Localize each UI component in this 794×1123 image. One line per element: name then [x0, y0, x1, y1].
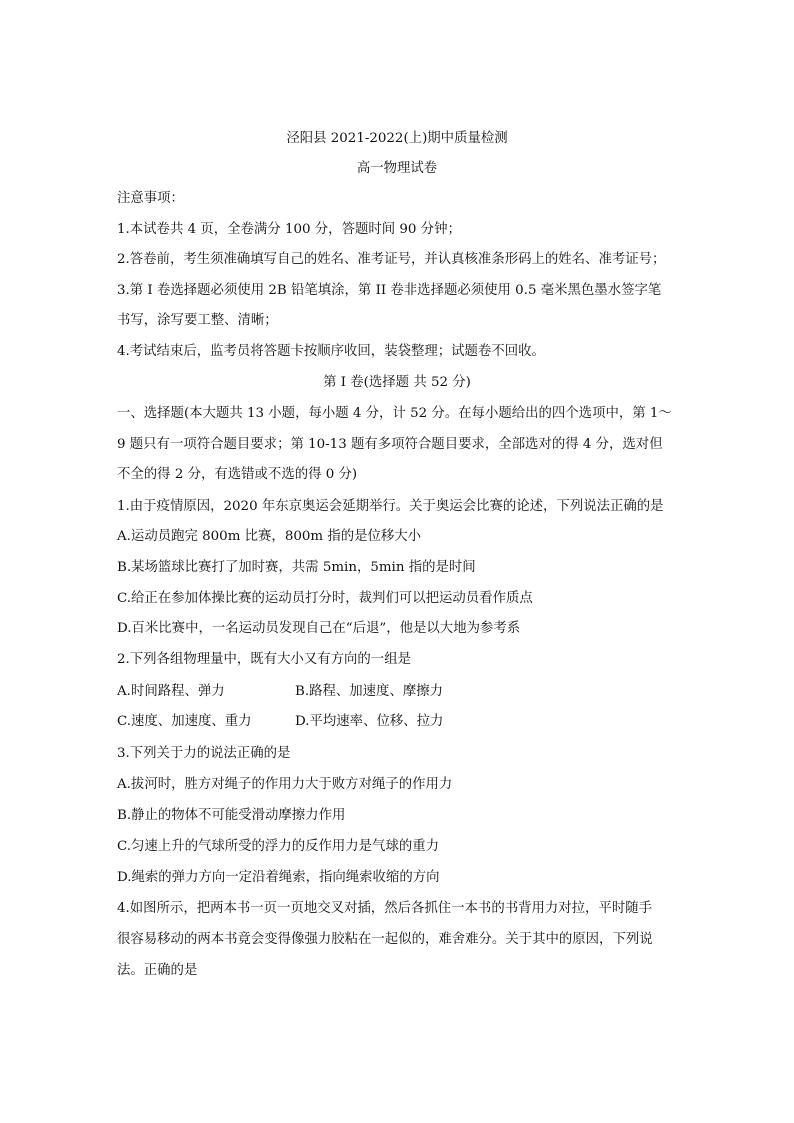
exam-subtitle: 高一物理试卷: [356, 161, 438, 176]
question-3-stem: 3.下列关于力的说法正确的是: [117, 746, 291, 761]
note-item: 2.答卷前，考生须准确填写自己的姓名、准考证号，并认真核准条形码上的姓名、准考证号；: [117, 252, 666, 267]
question-2-options-row-2: [117, 713, 677, 731]
question-3-option-d: D.绳索的弹力方向一定沿着绳索，指向绳索收缩的方向: [117, 870, 440, 885]
question-2-option-c: C.速度、加速度、重力: [117, 714, 252, 729]
question-2-option-d: D.平均速率、位移、拉力: [295, 714, 444, 729]
question-4-stem: 法。正确的是: [117, 963, 198, 978]
question-3-option-b: B.静止的物体不可能受滑动摩擦力作用: [117, 808, 346, 823]
question-1-option-d: D.百米比赛中，一名运动员发现自己在“后退”，他是以大地为参考系: [117, 621, 521, 636]
note-item: 1.本试卷共 4 页，全卷满分 100 分，答题时间 90 分钟；: [117, 222, 461, 237]
section-instructions: 9 题只有一项符合题目要求；第 10-13 题有多项符合题目要求，全部选对的得 4 分，选对但: [117, 437, 663, 452]
question-4-stem: 很容易移动的两本书竟会变得像强力胶粘在一起似的，难舍难分。关于其中的原因，下列说: [117, 932, 653, 947]
note-item: 4.考试结束后，监考员将答题卡按顺序收回，装袋整理；试题卷不回收。: [117, 344, 545, 359]
question-1-option-b: B.某场篮球比赛打了加时赛，共需 5min，5min 指的是时间: [117, 560, 476, 575]
note-item: 3.第 I 卷选择题必须使用 2B 铅笔填涂，第 II 卷非选择题必须使用 0.5 毫米黑色墨水签字笔: [117, 283, 662, 298]
question-3-option-c: C.匀速上升的气球所受的浮力的反作用力是气球的重力: [117, 839, 440, 854]
question-1-option-a: A.运动员跑完 800m 比赛，800m 指的是位移大小: [117, 529, 422, 544]
section-instructions: 一、选择题(本大题共 13 小题，每小题 4 分，计 52 分。在每小题给出的四个选项中，第 1～: [117, 406, 672, 421]
question-2-option-b: B.路程、加速度、摩擦力: [295, 684, 444, 699]
question-2-options-row-1: [117, 683, 677, 701]
question-3-option-a: A.拔河时，胜方对绳子的作用力大于败方对绳子的作用力: [117, 777, 453, 792]
question-2-option-a: A.时间路程、弹力: [117, 684, 225, 699]
section-instructions: 不全的得 2 分，有选错或不选的得 0 分): [117, 467, 358, 482]
exam-title: 泾阳县 2021-2022(上)期中质量检测: [286, 131, 508, 146]
question-1-option-c: C.给正在参加体操比赛的运动员打分时，裁判们可以把运动员看作质点: [117, 591, 533, 606]
notes-heading: 注意事项：: [117, 191, 184, 206]
note-item: 书写，涂写要工整、清晰；: [117, 313, 278, 328]
section-title: 第 I 卷(选择题 共 52 分): [323, 375, 471, 390]
question-2-stem: 2.下列各组物理量中，既有大小又有方向的一组是: [117, 652, 411, 667]
question-4-stem: 4.如图所示，把两本书一页一页地交叉对插，然后各抓住一本书的书背用力对拉，平时随手: [117, 901, 653, 916]
question-1-stem: 1.由于疫情原因，2020 年东京奥运会延期举行。关于奥运会比赛的论述，下列说法正确的是: [117, 499, 664, 514]
